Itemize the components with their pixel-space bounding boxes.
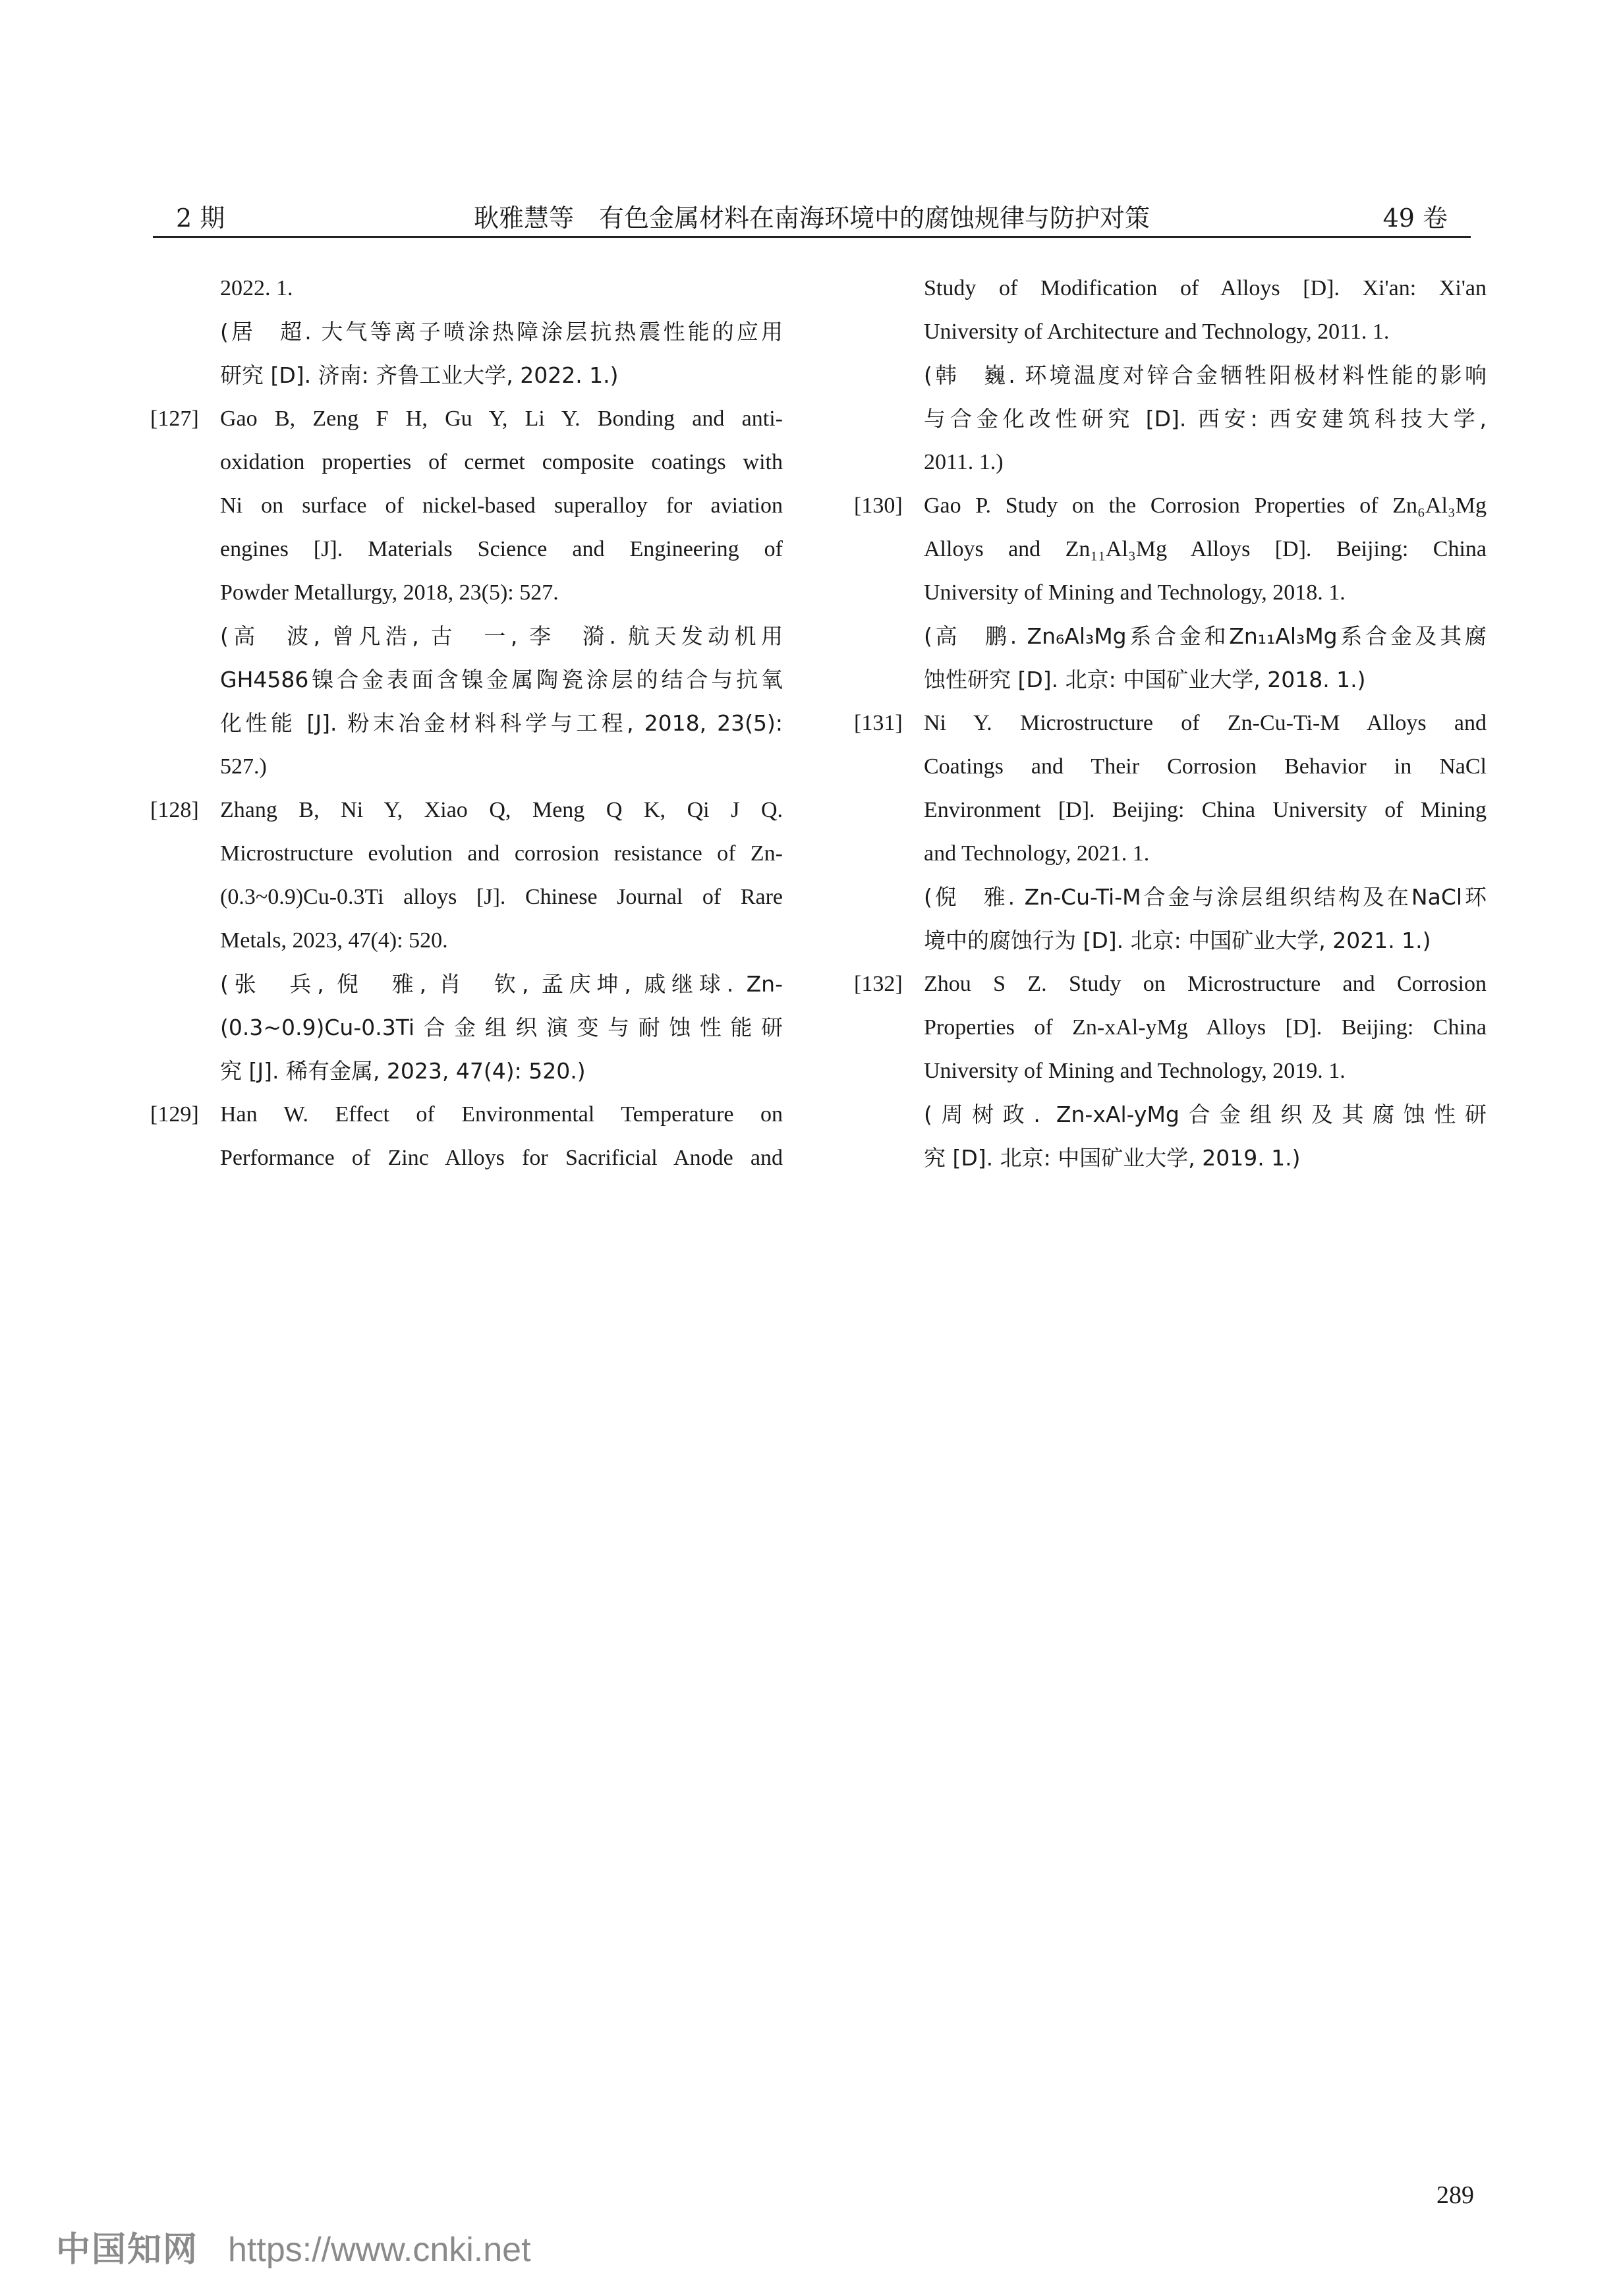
reference-line: (高 波, 曾凡浩, 古 一, 李 漪. 航天发动机用 bbox=[220, 623, 783, 649]
issue-label: 2 期 bbox=[176, 204, 225, 233]
reference-line: oxidation properties of cermet composite coatings with bbox=[220, 450, 783, 474]
reference-line: (居 超. 大气等离子喷涂热障涂层抗热震性能的应用 bbox=[220, 319, 783, 345]
reference-number: [127] bbox=[150, 406, 199, 431]
reference-line: 究 [D]. 北京: 中国矿业大学, 2019. 1.) bbox=[924, 1145, 1301, 1171]
reference-number: [129] bbox=[150, 1102, 199, 1127]
reference-line: 化性能 [J]. 粉末冶金材料科学与工程, 2018, 23(5): bbox=[220, 710, 783, 736]
reference-line: 527.) bbox=[220, 754, 267, 779]
reference-line: Gao B, Zeng F H, Gu Y, Li Y. Bonding and anti- [127] bbox=[150, 397, 783, 441]
reference-line: 研究 [D]. 济南: 齐鲁工业大学, 2022. 1.) bbox=[220, 362, 619, 388]
reference-column-right bbox=[854, 267, 1487, 1180]
reference-line: Microstructure evolution and corrosion resistance of Zn- bbox=[220, 841, 783, 866]
reference-line: (周树政. Zn-xAl-yMg合金组织及其腐蚀性研 bbox=[924, 1102, 1487, 1127]
reference-number: [128] bbox=[150, 798, 199, 822]
reference-line: Metals, 2023, 47(4): 520. bbox=[220, 928, 448, 953]
reference-line: University of Architecture and Technology, 2011. 1. bbox=[924, 320, 1390, 344]
reference-line: GH4586镍合金表面含镍金属陶瓷涂层的结合与抗氧 bbox=[220, 667, 783, 692]
reference-column-left bbox=[150, 267, 783, 1180]
reference-number: [130] bbox=[854, 493, 903, 518]
reference-line: (张 兵, 倪 雅, 肖 钦, 孟庆坤, 戚继球. Zn- bbox=[220, 971, 783, 997]
reference-number: [131] bbox=[854, 711, 903, 735]
reference-line: Performance of Zinc Alloys for Sacrificial Anode and bbox=[220, 1146, 783, 1170]
reference-entry bbox=[854, 963, 1487, 1180]
reference-line: (0.3~0.9)Cu-0.3Ti alloys [J]. Chinese Journal of Rare bbox=[220, 885, 783, 909]
page-number: 289 bbox=[1436, 2181, 1474, 2209]
reference-line: 2011. 1.) bbox=[924, 450, 1004, 474]
reference-line: Properties of Zn-xAl-yMg Alloys [D]. Beijing: China bbox=[924, 1015, 1487, 1040]
header-rule bbox=[153, 236, 1471, 238]
reference-line: Ni on surface of nickel-based superalloy for aviation bbox=[220, 493, 783, 518]
reference-line: Alloys and Zn₁₁Al₃Mg Alloys [D]. Beijing: China bbox=[924, 537, 1487, 561]
reference-line: (韩 巍. 环境温度对锌合金牺牲阳极材料性能的影响 bbox=[924, 362, 1487, 388]
reference-line: engines [J]. Materials Science and Engineering of bbox=[220, 537, 783, 561]
reference-line: 2022. 1. bbox=[220, 276, 293, 300]
reference-line: 与合金化改性研究 [D]. 西安: 西安建筑科技大学, bbox=[924, 406, 1487, 432]
reference-line: Powder Metallurgy, 2018, 23(5): 527. bbox=[220, 580, 559, 605]
running-header bbox=[153, 191, 1471, 237]
reference-line: (高 鹏. Zn₆Al₃Mg系合金和Zn₁₁Al₃Mg系合金及其腐 bbox=[924, 623, 1487, 649]
reference-entry bbox=[150, 1093, 783, 1180]
reference-line: 究 [J]. 稀有金属, 2023, 47(4): 520.) bbox=[220, 1058, 586, 1084]
cnki-watermark bbox=[56, 2222, 531, 2271]
reference-line: Coatings and Their Corrosion Behavior in NaCl bbox=[924, 754, 1487, 779]
volume-label: 49 卷 bbox=[1382, 204, 1448, 233]
reference-entry bbox=[854, 484, 1487, 702]
reference-line: Gao P. Study on the Corrosion Properties of Zn₆Al₃Mg [130] bbox=[854, 484, 1487, 528]
reference-line: Ni Y. Microstructure of Zn-Cu-Ti-M Alloys and [131] bbox=[854, 702, 1487, 745]
reference-line: and Technology, 2021. 1. bbox=[924, 841, 1150, 866]
reference-line: Environment [D]. Beijing: China University of Mining bbox=[924, 798, 1487, 822]
reference-line: (倪 雅. Zn-Cu-Ti-M合金与涂层组织结构及在NaCl环 bbox=[924, 884, 1487, 910]
watermark-url: https://www.cnki.net bbox=[228, 2231, 531, 2269]
reference-line: 蚀性研究 [D]. 北京: 中国矿业大学, 2018. 1.) bbox=[924, 667, 1366, 692]
watermark-cn: 中国知网 bbox=[56, 2231, 199, 2269]
reference-entry bbox=[150, 789, 783, 1093]
reference-entry bbox=[150, 397, 783, 789]
reference-entry bbox=[854, 702, 1487, 963]
reference-line: 境中的腐蚀行为 [D]. 北京: 中国矿业大学, 2021. 1.) bbox=[924, 928, 1431, 953]
reference-line: Zhou S Z. Study on Microstructure and Corrosion [132] bbox=[854, 963, 1487, 1006]
reference-line: Han W. Effect of Environmental Temperature on [129] bbox=[150, 1093, 783, 1136]
reference-line: University of Mining and Technology, 2019. 1. bbox=[924, 1059, 1346, 1083]
article-running-title: 耿雅慧等 有色金属材料在南海环境中的腐蚀规律与防护对策 bbox=[473, 204, 1150, 233]
reference-line: (0.3~0.9)Cu-0.3Ti合金组织演变与耐蚀性能研 bbox=[220, 1015, 783, 1040]
reference-line: Zhang B, Ni Y, Xiao Q, Meng Q K, Qi J Q. [128] bbox=[150, 789, 783, 832]
reference-number: [132] bbox=[854, 972, 903, 996]
reference-line: University of Mining and Technology, 2018. 1. bbox=[924, 580, 1346, 605]
reference-line: Study of Modification of Alloys [D]. Xi'an: Xi'an bbox=[924, 276, 1487, 300]
